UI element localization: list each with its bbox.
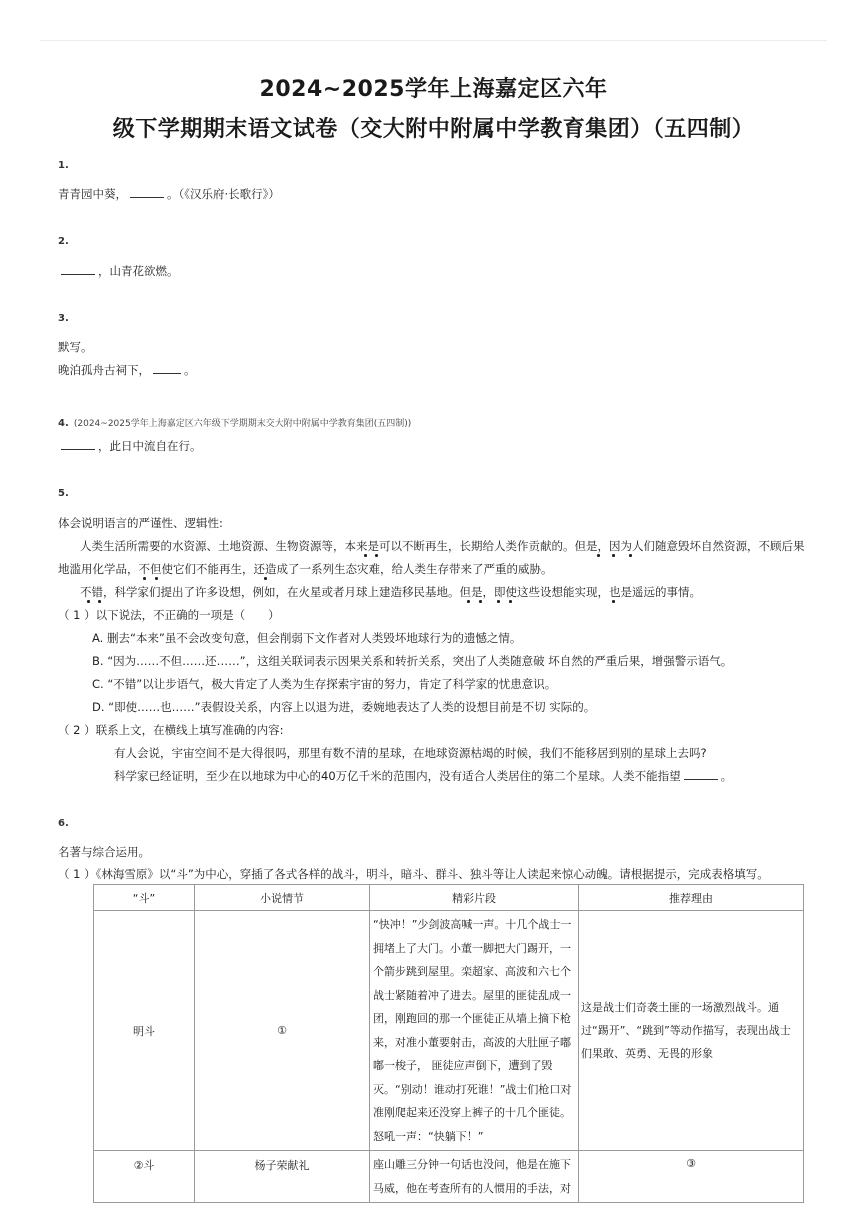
emphasis-dot: [629, 554, 632, 557]
question-5-sub1: （ 1 ）以下说法，不正确的一项是（ ）: [58, 608, 280, 622]
reading-table: [93, 884, 804, 1203]
exam-title-line2: 级下学期期末语文试卷（交大附中附属中学教育集团）（五四制）: [112, 117, 755, 142]
question-1-blank[interactable]: [130, 186, 164, 198]
table-row: [94, 1151, 804, 1203]
question-2-number: 2.: [58, 236, 69, 247]
question-3-blank[interactable]: [153, 362, 181, 374]
question-5-sub2-end: 。: [720, 769, 733, 783]
question-2-suffix: ，山青花欲燃。: [98, 264, 179, 278]
emphasis-dot: [497, 600, 500, 603]
question-3-number: 3.: [58, 313, 69, 324]
page-top-rule: [40, 40, 827, 41]
question-3-text: [58, 362, 196, 378]
question-1-number: 1.: [58, 160, 69, 171]
cell-reason: 这是战士们奇袭土匪的一场激烈战斗。通过“踢开”、“跳到”等动作描写，表现出战士们果敢、英勇、无畏的形象: [579, 911, 804, 1151]
cell-plot: 杨子荣献礼: [195, 1151, 370, 1203]
option-b[interactable]: B. “因为……不但……还……”，这组关联词表示因果关系和转折关系，突出了人类随意破 坏自然的严重后果，增强警示语气。: [92, 654, 733, 668]
question-5-passage-line3: 不错，科学家们提出了许多设想，例如，在火星或者月球上建造移民基地。但是，即使这些设想能实现，也是遥远的事情。: [80, 585, 701, 599]
exam-title-line1: 2024~2025学年上海嘉定区六年: [259, 77, 608, 102]
emphasis-dot: [264, 577, 267, 580]
column-header-snippet: 精彩片段: [370, 885, 579, 911]
question-1-prefix: 青青园中葵，: [58, 187, 127, 201]
question-2-blank[interactable]: [61, 263, 95, 275]
question-5-sub2-line1: 有人会说，宇宙空间不是大得很吗，那里有数不清的星球，在地球资源枯竭的时候，我们不能移居到别的星球上去吗?: [114, 746, 707, 760]
question-4-header: [58, 411, 411, 430]
question-4-number: 4.: [58, 418, 69, 429]
question-6-number: 6.: [58, 818, 69, 829]
cell-snippet: “快冲！”少剑波高喊一声。十几个战士一拥堵上了大门。小董一脚把大门踢开，一个箭步跳到屋里。栾超家、高波和六七个战士紧随着冲了进去。屋里的匪徒乱成一团，刚跑回的那一个匪徒正从墙上摘下枪来，对准小董要射击，高波的大肚匣子嘟嘟一梭子， 匪徒应声倒下，遭到了毁灭。“别动！谁动打死谁！”战士们枪口对准刚爬起来还没穿上裤子的十几个匪徒。怒吼一声：“快躺下！”: [370, 911, 579, 1151]
emphasis-dot: [98, 600, 101, 603]
question-5-passage-line2: 地滥用化学品，不但使它们不能再生，还造成了一系列生态灾难，给人类生存带来了严重的威胁。: [58, 562, 553, 576]
question-6-intro: 名著与综合运用。: [58, 845, 150, 859]
question-5-sub2-line2: [114, 768, 732, 784]
cell-dou-blank[interactable]: ②斗: [94, 1151, 195, 1203]
emphasis-dot: [364, 554, 367, 557]
question-1-suffix: 。（《汉乐府·长歌行》）: [167, 187, 280, 201]
question-4-source: (2024~2025学年上海嘉定区六年级下学期期末交大附中附属中学教育集团(五四制)): [73, 419, 412, 429]
question-4-suffix: ，此日中流自在行。: [98, 439, 202, 453]
cell-dou: 明斗: [94, 911, 195, 1151]
question-5-blank[interactable]: [684, 768, 718, 780]
emphasis-dot: [612, 600, 615, 603]
emphasis-dot: [155, 577, 158, 580]
emphasis-dot: [143, 577, 146, 580]
cell-plot-blank[interactable]: ①: [195, 911, 370, 1151]
question-5-intro: 体会说明语言的严谨性、逻辑性:: [58, 516, 223, 530]
emphasis-dot: [87, 600, 90, 603]
question-5-sub2-text: 科学家已经证明，至少在以地球为中心的40万亿千米的范围内，没有适合人类居住的第二个星球。人类不能指望: [114, 769, 681, 783]
table-row: [94, 911, 804, 1151]
question-5-sub2: （ 2 ）联系上文，在横线上填写准确的内容:: [58, 723, 284, 737]
question-5-number: 5.: [58, 488, 69, 499]
emphasis-dot: [467, 600, 470, 603]
question-2-text: [58, 263, 179, 279]
emphasis-dot: [509, 600, 512, 603]
column-header-dou: “斗”: [94, 885, 195, 911]
question-1-text: [58, 186, 280, 202]
table-header-row: [94, 885, 804, 911]
emphasis-dot: [597, 554, 600, 557]
cell-reason-blank[interactable]: ③: [579, 1151, 804, 1203]
question-6-sub1: （ 1 ）《林海雪原》以“斗”为中心，穿插了各式各样的战斗，明斗，暗斗、群斗、独斗等让人读起来惊心动魄。请根据提示，完成表格填写。: [58, 867, 769, 881]
cell-snippet: 座山雕三分钟一句话也没问，他是在施下马威，他在考查所有的人惯用的手法，对: [370, 1151, 579, 1203]
emphasis-dot: [375, 554, 378, 557]
question-3-suffix: 。: [184, 363, 196, 377]
question-3-instruction: 默写。: [58, 340, 93, 354]
question-3-prefix: 晚泊孤舟古祠下，: [58, 363, 150, 377]
option-a[interactable]: A. 删去“本来”虽不会改变句意，但会削弱下文作者对人类毁坏地球行为的遗憾之情。: [92, 631, 522, 645]
question-4-text: [58, 438, 202, 454]
emphasis-dot: [612, 554, 615, 557]
question-4-blank[interactable]: [61, 438, 95, 450]
option-c[interactable]: C. “不错”以让步语气，极大肯定了人类为生存探索宇宙的努力，肯定了科学家的忧患意识。: [92, 677, 557, 691]
column-header-reason: 推荐理由: [579, 885, 804, 911]
question-5-passage-line1: 人类生活所需要的水资源、土地资源、生物资源等，本来是可以不断再生，长期给人类作贡献的。但是，因为人们随意毁坏自然资源，不顾后果: [80, 539, 805, 553]
emphasis-dot: [479, 600, 482, 603]
column-header-plot: 小说情节: [195, 885, 370, 911]
option-d[interactable]: D. “即使……也……”表假设关系，内容上以退为进，委婉地表达了人类的设想目前是不切 实际的。: [92, 700, 596, 714]
